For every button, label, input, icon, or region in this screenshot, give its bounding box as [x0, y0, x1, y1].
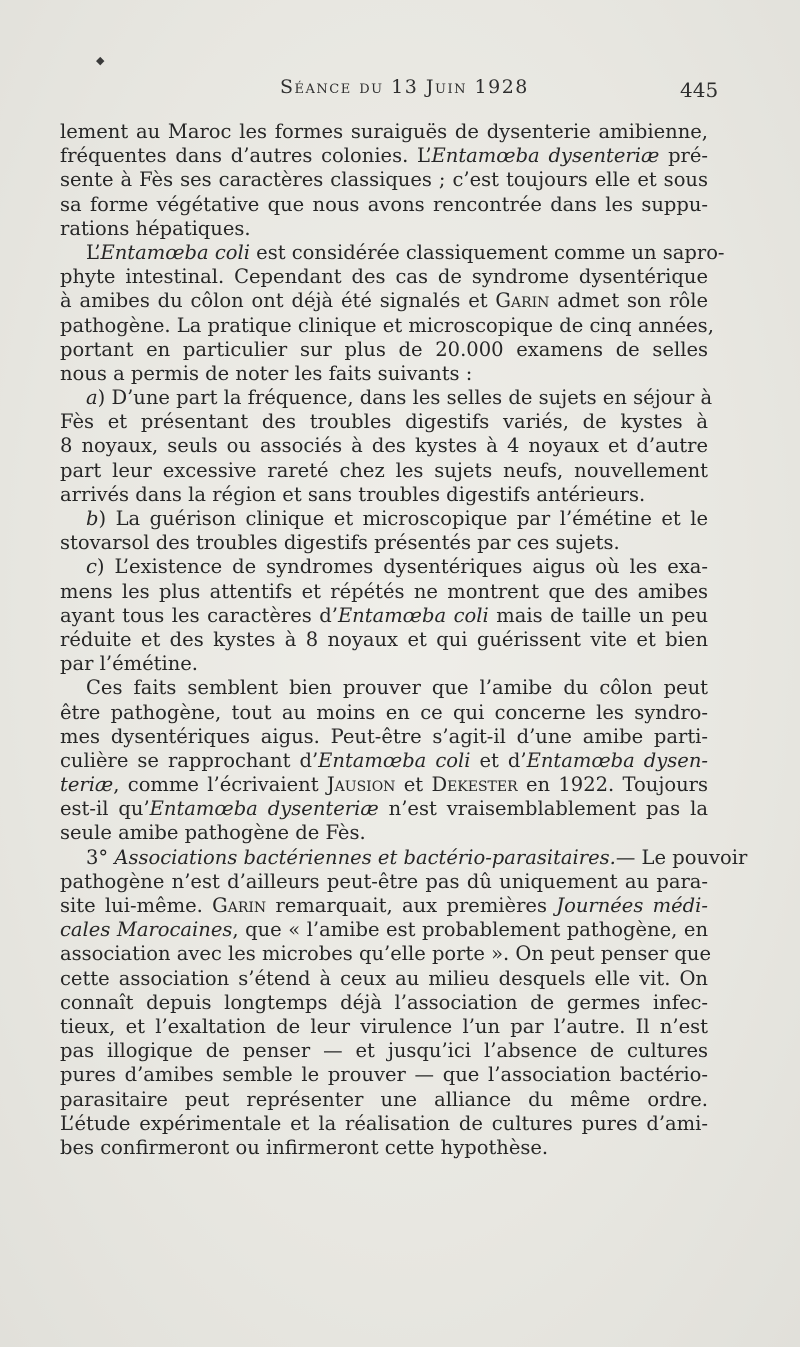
species-name: teriæ — [60, 773, 114, 797]
body-text — [60, 120, 748, 1160]
text-line: fréquentes dans d’autres colonies. L’ — [60, 144, 432, 168]
species-name: Entamœba dysenteriæ — [149, 797, 379, 821]
text-line: rations hépatiques. — [60, 216, 251, 240]
text-line: tieux, et l’exaltation de leur virulence l’un par l’autre. Il n’est — [60, 1014, 708, 1038]
text-line-row — [60, 168, 708, 192]
text-line: être pathogène, tout au moins en ce qui concerne les syndro- — [60, 700, 708, 724]
text-line-row — [60, 531, 708, 555]
text-line: bes confirmeront ou infirmeront cette hypothèse. — [60, 1135, 549, 1159]
list-marker: a — [86, 386, 98, 410]
text-line: sente à Fès ses caractères classiques ; c’est toujours elle et sous — [60, 168, 708, 192]
text-line: 8 noyaux, seuls ou associés à des kystes à 4 noyaux et d’autre — [60, 434, 708, 458]
text-line: ayant tous les caractères d’ — [60, 603, 338, 627]
species-name: Entamœba coli — [318, 748, 471, 772]
header-title — [280, 76, 529, 98]
text-line-row — [60, 967, 708, 991]
section-number: 3° — [86, 845, 115, 869]
list-marker: c — [86, 555, 97, 579]
text-line-row — [60, 410, 708, 434]
text-line-row — [60, 386, 713, 410]
text-line: site lui-même. — [60, 894, 213, 917]
text-line: phyte intestinal. Cependant des cas de syndrome dysentérique — [60, 265, 708, 289]
text-line-row — [60, 289, 708, 313]
text-line-row — [60, 628, 708, 652]
text-line: stovarsol des troubles digestifs présentés par ces sujets. — [60, 531, 620, 555]
text-line-row — [60, 942, 711, 966]
text-line: lement au Maroc les formes suraiguës de dysenterie amibienne, — [60, 120, 708, 143]
text-line: part leur excessive rareté chez les sujets neufs, nouvellement — [60, 458, 708, 482]
text-line: culière se rapprochant d’ — [60, 748, 319, 772]
author-name: Garin — [495, 289, 550, 313]
text-line-row — [60, 1063, 708, 1087]
author-name: Jausion — [326, 773, 396, 797]
text-line: admet son rôle — [549, 289, 708, 313]
text-line-row — [60, 217, 708, 241]
text-line: mens les plus attentifs et répétés ne montrent que des amibes — [60, 579, 708, 603]
author-name: Garin — [212, 894, 267, 917]
text-line-row — [60, 676, 708, 700]
text-line: à amibes du côlon ont déjà été signalés et — [60, 289, 496, 313]
text-line: association avec les microbes qu’elle porte ». On peut penser que — [60, 942, 711, 966]
text-line-row — [60, 362, 708, 386]
text-line-row — [60, 701, 708, 725]
text-line: et d’ — [470, 748, 527, 772]
species-name: Entamœba dysenteriæ — [431, 144, 660, 168]
text-line: pathogène n’est d’ailleurs peut-être pas dû uniquement au para- — [60, 869, 708, 893]
text-line-row — [60, 144, 708, 168]
text-line: est considérée classiquement comme un sapro- — [249, 240, 725, 264]
section-heading: Associations bactériennes et bactério-parasitaires. — [114, 845, 616, 869]
text-line: L’ — [86, 240, 101, 264]
text-line: portant en particulier sur plus de 20.000 examens de selles — [60, 337, 708, 361]
text-line-row — [60, 240, 725, 265]
page-number: 445 — [680, 78, 719, 102]
header-title-date: 13 Juin 1928 — [391, 76, 529, 98]
text-line-row — [60, 434, 708, 458]
text-line-row — [60, 821, 708, 845]
text-line: Ces faits semblent bien prouver que l’amibe du côlon peut — [86, 676, 708, 700]
text-line: — Le pouvoir — [615, 845, 748, 869]
text-line-row — [60, 1112, 708, 1136]
text-line: arrivés dans la région et sans troubles digestifs antérieurs. — [60, 482, 646, 506]
text-line: connaît depuis longtemps déjà l’association de germes infec- — [60, 990, 708, 1014]
text-line: mais de taille un peu — [488, 603, 709, 627]
text-line: pré- — [659, 144, 709, 168]
text-line-row — [60, 604, 708, 628]
text-line-row — [60, 1088, 708, 1112]
species-name: Entamœba coli — [337, 603, 489, 627]
text-line-row — [60, 265, 708, 289]
text-line-row — [60, 483, 708, 507]
text-line-row — [60, 313, 714, 338]
text-line-row — [60, 338, 708, 362]
journal-title: Journées médi- — [556, 894, 708, 917]
text-line-row — [60, 459, 708, 483]
species-name: Entamœba dysen- — [526, 748, 708, 772]
text-line: pathogène. La pratique clinique et microscopique de cinq années, — [60, 313, 714, 337]
text-line-row — [60, 918, 708, 942]
text-line: en 1922. Toujours — [517, 773, 708, 797]
text-line-row — [60, 870, 708, 894]
text-line: n’est vraisemblablement pas la — [378, 797, 708, 821]
text-line: remarquait, aux premières — [266, 894, 557, 917]
text-line-row — [60, 1015, 708, 1039]
text-line: , que « l’amibe est probablement pathogène, en — [232, 918, 708, 942]
text-line-row — [60, 725, 708, 749]
text-line: ) L’existence de syndromes dysentériques aigus où les exa- — [96, 555, 708, 579]
text-line: sa forme végétative que nous avons rencontrée dans les suppu- — [60, 192, 708, 216]
text-line-row — [60, 773, 708, 797]
text-line-row — [60, 991, 708, 1015]
text-line: parasitaire peut représenter une alliance du même ordre. — [60, 1087, 708, 1111]
text-line: nous a permis de noter les faits suivants : — [60, 361, 473, 385]
text-line-row — [60, 1039, 708, 1063]
text-line-row — [60, 894, 708, 918]
text-line-row — [60, 845, 748, 870]
text-line-row — [60, 193, 708, 217]
text-line: Fès et présentant des troubles digestifs variés, de kystes à — [60, 410, 708, 434]
text-line: L’étude expérimentale et la réalisation de cultures pures d’ami- — [60, 1111, 708, 1135]
species-name: Entamœba coli — [100, 240, 250, 264]
text-line: ) D’une part la fréquence, dans les selles de sujets en séjour à — [97, 386, 713, 410]
text-line-row — [60, 749, 708, 773]
text-line-row — [60, 120, 708, 144]
text-line: , comme l’écrivaient — [113, 773, 327, 797]
text-line-row — [60, 555, 708, 579]
ink-speck-icon: ◆ — [96, 54, 105, 67]
text-line-row — [60, 507, 708, 531]
text-line-row — [60, 580, 708, 604]
text-line: réduite et des kystes à 8 noyaux et qui guérissent vite et bien — [60, 627, 708, 651]
running-header — [0, 76, 800, 106]
text-line-row — [60, 652, 708, 676]
text-line: mes dysentériques aigus. Peut-être s’agit-il d’une amibe parti- — [60, 724, 708, 748]
text-line: et — [395, 773, 432, 797]
text-line: cette association s’étend à ceux au milieu desquels elle vit. On — [60, 966, 708, 990]
text-line: par l’émétine. — [60, 652, 199, 676]
text-line-row — [60, 1136, 708, 1160]
text-line: pures d’amibes semble le prouver — que l’association bactério- — [60, 1063, 708, 1087]
text-line: seule amibe pathogène de Fès. — [60, 821, 366, 845]
author-name: Dekester — [431, 773, 518, 797]
journal-title: cales Marocaines — [60, 918, 233, 942]
text-line-row — [60, 797, 708, 821]
header-title-prefix: Séance du — [280, 76, 392, 98]
text-line: pas illogique de penser — et jusqu’ici l’absence de cultures — [60, 1039, 708, 1063]
list-marker: b — [86, 507, 99, 530]
text-line: est-il qu’ — [60, 797, 150, 821]
text-line: ) La guérison clinique et microscopique par l’émétine et le — [98, 507, 708, 530]
